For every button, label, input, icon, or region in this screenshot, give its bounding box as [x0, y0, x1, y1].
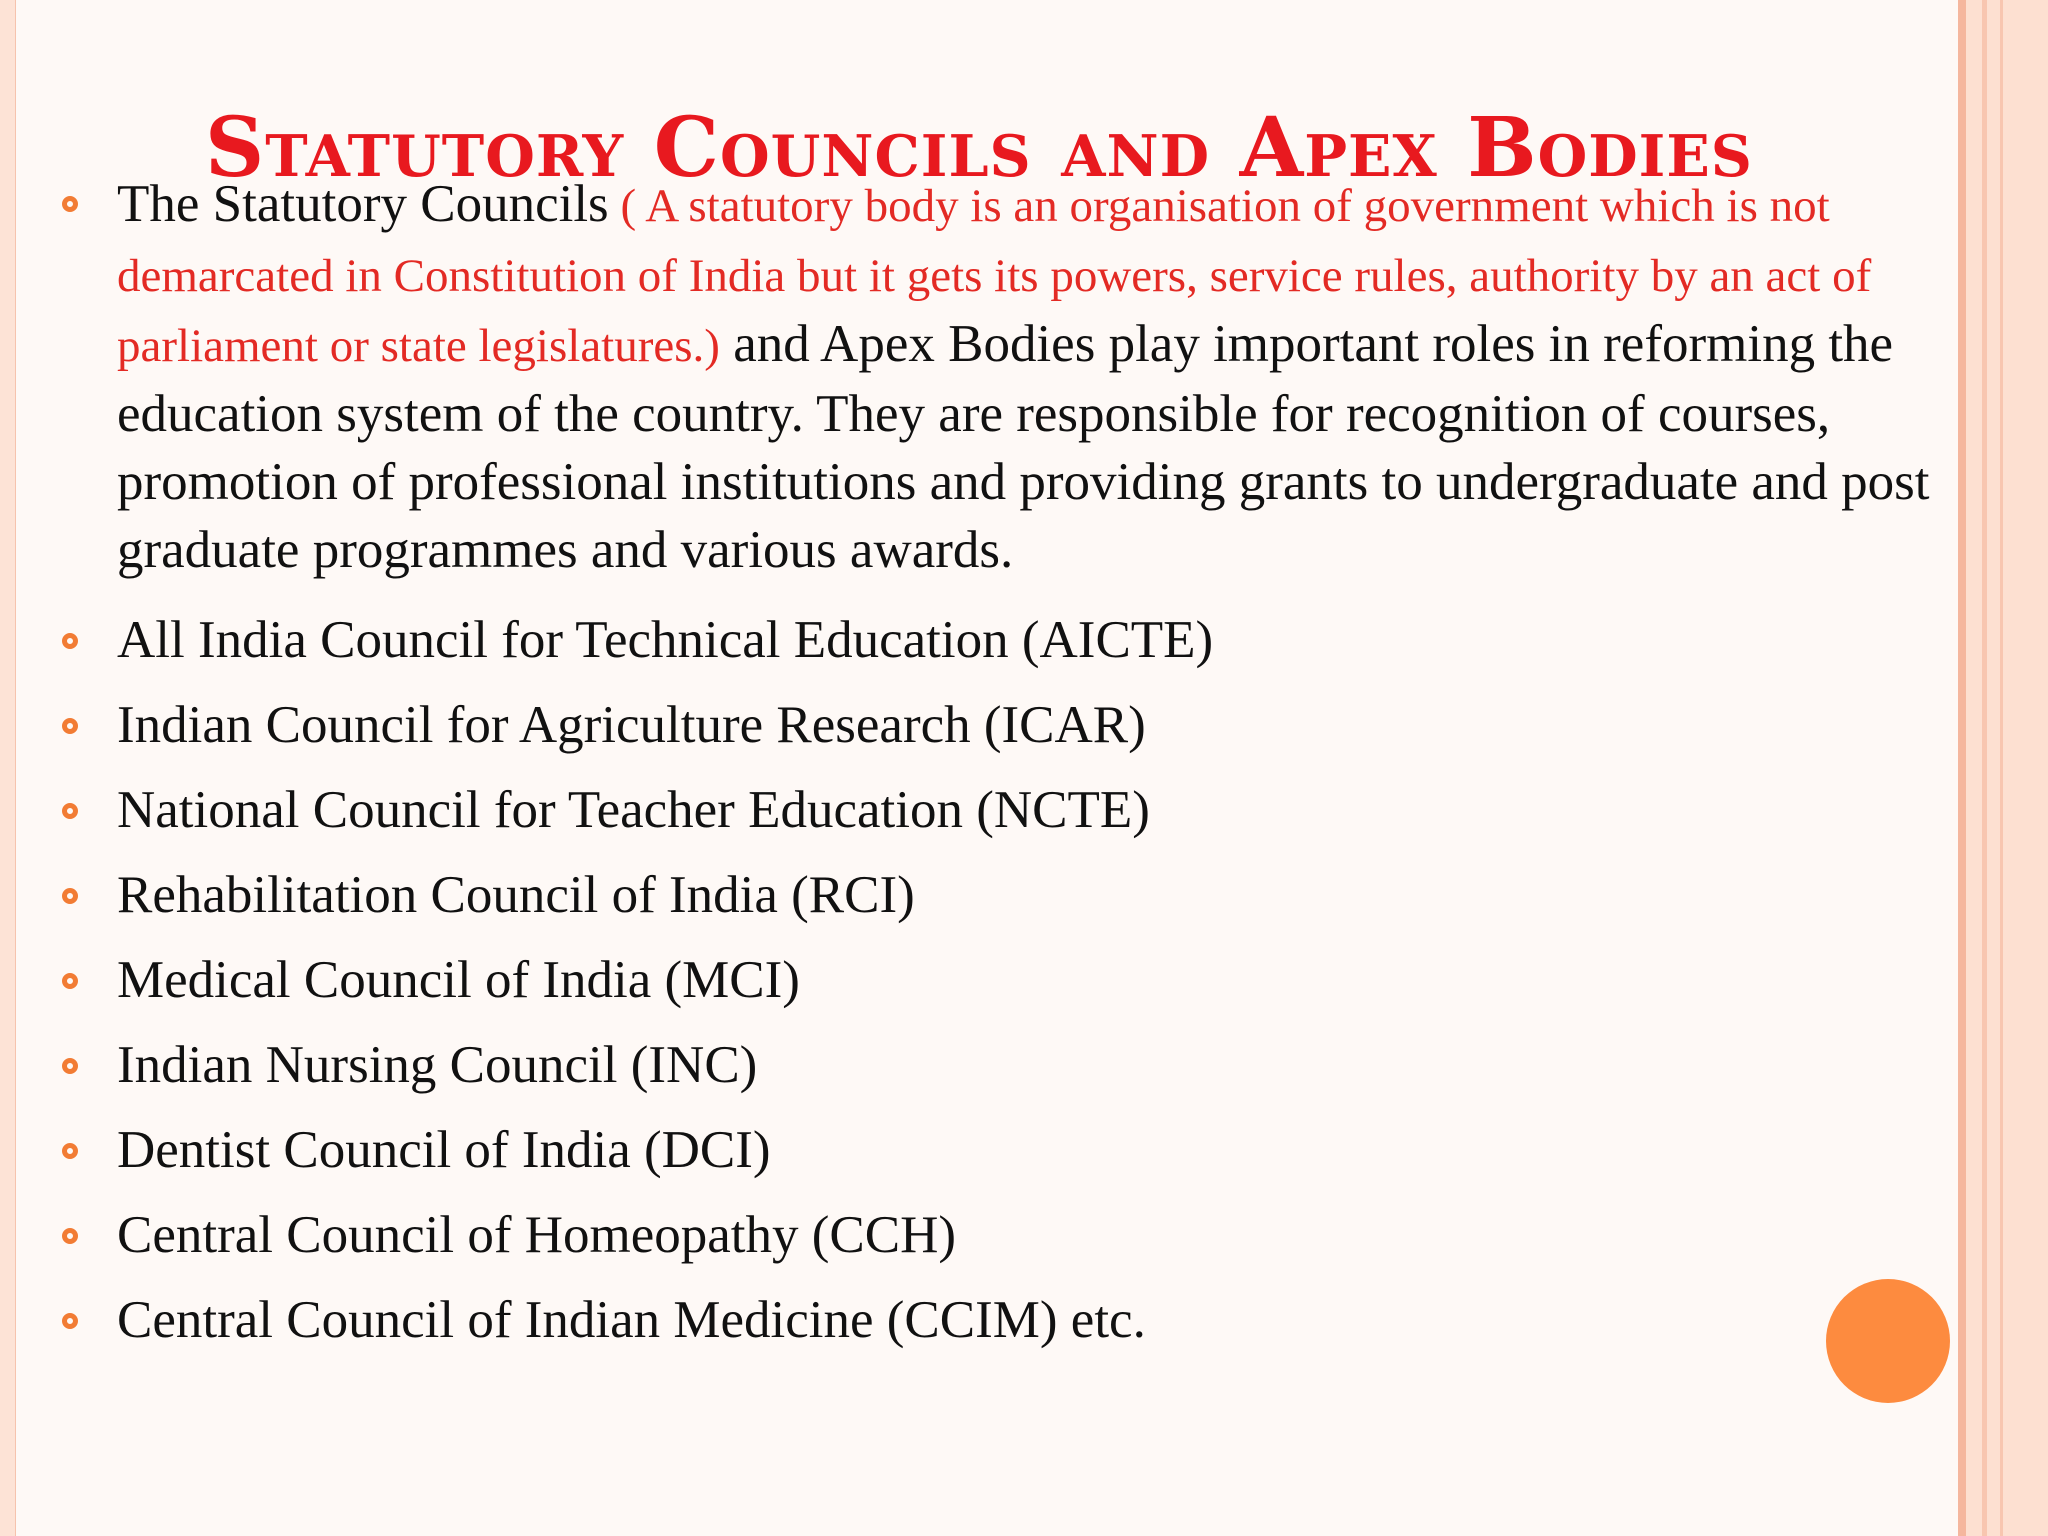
list-item-text: Central Council of Homeopathy (CCH)	[117, 1206, 957, 1264]
list-item-text: Rehabilitation Council of India (RCI)	[117, 866, 915, 924]
list-item-text: Indian Nursing Council (INC)	[117, 1036, 758, 1094]
hollow-circle-bullet-icon	[62, 1228, 78, 1244]
list-item	[54, 853, 1954, 938]
hollow-circle-bullet-icon	[62, 196, 78, 212]
list-item	[54, 938, 1954, 1023]
list-item	[54, 598, 1954, 683]
list-item-text: National Council for Teacher Education (NCTE)	[117, 781, 1150, 839]
intro-lead: The Statutory Councils	[117, 175, 609, 233]
hollow-circle-bullet-icon	[62, 888, 78, 904]
intro-note: ( A statutory body is an organisation of government which is not demarcated in Constitution of India but it gets its powers, service rules, authority by an act of parliament or state legislatures.)	[117, 180, 1872, 372]
list-item	[54, 683, 1954, 768]
list-item-text: All India Council for Technical Education (AICTE)	[117, 611, 1214, 669]
slide-title: Statutory Councils and Apex Bodies	[205, 99, 1753, 196]
hollow-circle-bullet-icon	[62, 803, 78, 819]
right-border-stripe	[1982, 0, 1987, 1536]
left-border	[0, 0, 16, 1536]
intro-rest: and Apex Bodies play important roles in reforming the education system of the country. They are responsible for recognition of courses, promotion of professional institutions and providing grants to undergraduate and post graduate programmes and various awards.	[117, 315, 1930, 579]
hollow-circle-bullet-icon	[62, 973, 78, 989]
hollow-circle-bullet-icon	[62, 1058, 78, 1074]
hollow-circle-bullet-icon	[62, 1313, 78, 1329]
right-border-band	[1966, 0, 2048, 1536]
right-border-stripe-2	[2000, 0, 2003, 1536]
intro-paragraph	[54, 170, 1954, 584]
list-item-text: Indian Council for Agriculture Research (ICAR)	[117, 696, 1146, 754]
list-item	[54, 1023, 1954, 1108]
list-item	[54, 1108, 1954, 1193]
list-item-text: Medical Council of India (MCI)	[117, 951, 800, 1009]
list-item-text: Dentist Council of India (DCI)	[117, 1121, 771, 1179]
list-item	[54, 1278, 1954, 1363]
orange-circle-decoration	[1826, 1279, 1950, 1403]
hollow-circle-bullet-icon	[62, 633, 78, 649]
hollow-circle-bullet-icon	[62, 718, 78, 734]
list-item-text: Central Council of Indian Medicine (CCIM) etc.	[117, 1291, 1146, 1349]
list-item	[54, 768, 1954, 853]
list-item	[54, 1193, 1954, 1278]
slide-content	[54, 170, 1954, 1363]
hollow-circle-bullet-icon	[62, 1143, 78, 1159]
right-border-thin	[1958, 0, 1966, 1536]
